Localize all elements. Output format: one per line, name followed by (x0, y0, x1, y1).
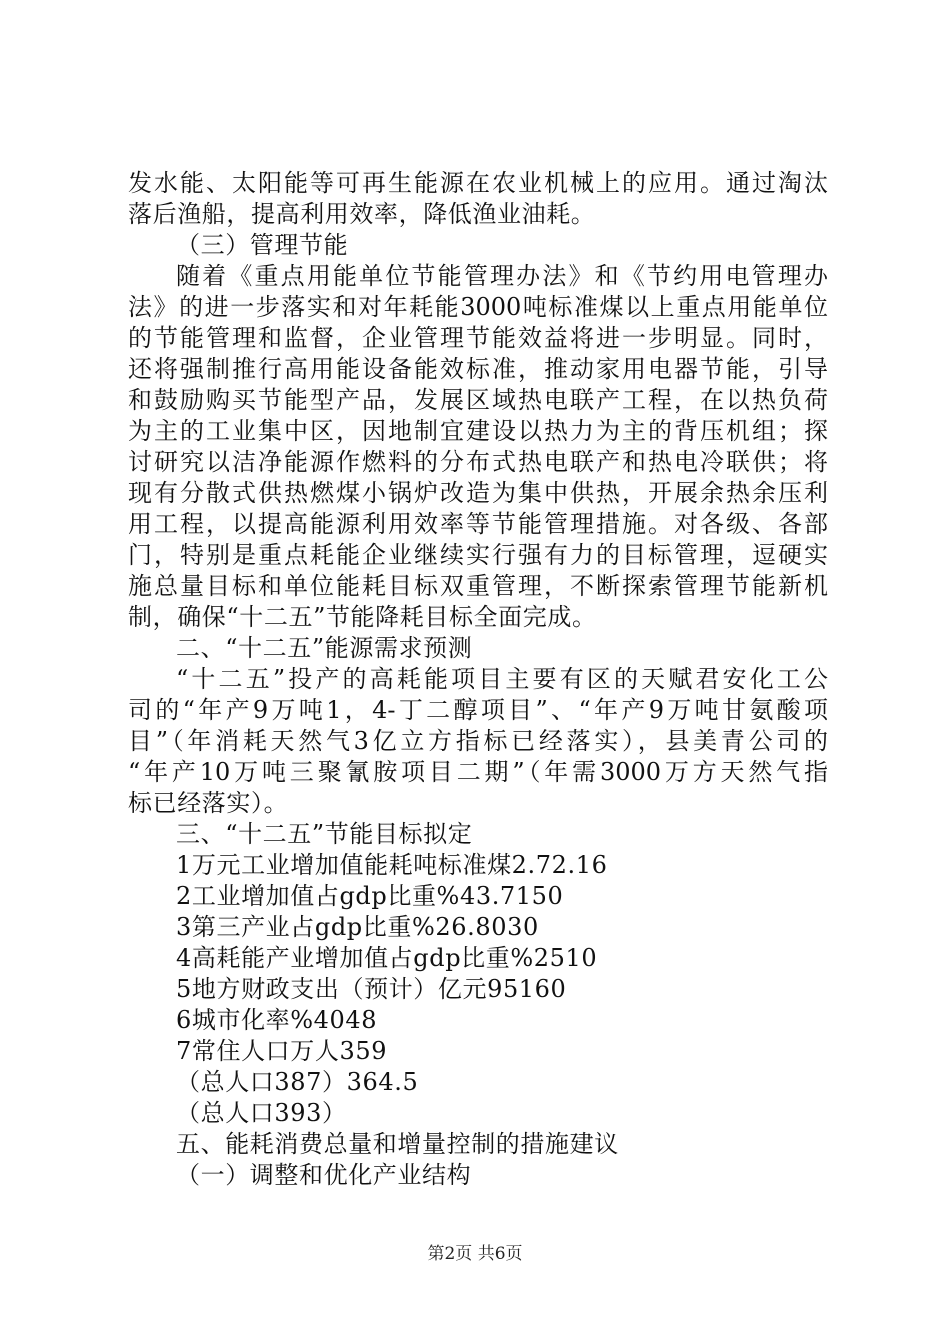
section-heading: 三、“十二五”节能目标拟定 (176, 820, 473, 848)
section-heading: （三）管理节能 (176, 231, 349, 259)
paragraph-line: 门，特别是重点耗能企业继续实行强有力的目标管理，逗硬实 (128, 541, 828, 569)
paragraph-line: 还将强制推行高用能设备能效标准，推动家用电器节能，引导 (128, 355, 828, 383)
paragraph-line: 法》的进一步落实和对年耗能3000吨标准煤以上重点用能单位 (128, 293, 828, 321)
page-number-footer: 第2页 共6页 (427, 1244, 523, 1264)
paragraph-line: 用工程，以提高能源利用效率等节能管理措施。对各级、各部 (128, 510, 828, 538)
paragraph-line: 落后渔船，提高利用效率，降低渔业油耗。 (128, 200, 596, 228)
list-item: 1万元工业增加值能耗吨标准煤2.72.16 (176, 851, 608, 879)
list-item: 4高耗能产业增加值占gdp比重%2510 (176, 944, 598, 972)
paragraph-line: 标已经落实）。 (128, 789, 289, 817)
section-heading: （一）调整和优化产业结构 (176, 1161, 472, 1189)
list-item: （总人口393） (176, 1099, 347, 1127)
list-item: （总人口387）364.5 (176, 1068, 419, 1096)
paragraph-line: 制，确保“十二五”节能降耗目标全面完成。 (128, 603, 597, 631)
paragraph-line: 施总量目标和单位能耗目标双重管理，不断探索管理节能新机 (128, 572, 828, 600)
list-item: 6城市化率%4048 (176, 1006, 378, 1034)
list-item: 3第三产业占gdp比重%26.8030 (176, 913, 539, 941)
paragraph-line: “十二五”投产的高耗能项目主要有区的天赋君安化工公 (176, 665, 828, 693)
section-heading: 二、“十二五”能源需求预测 (176, 634, 473, 662)
paragraph-line: 随着《重点用能单位节能管理办法》和《节约用电管理办 (176, 262, 828, 290)
paragraph-line: 现有分散式供热燃煤小锅炉改造为集中供热，开展余热余压利 (128, 479, 828, 507)
paragraph-line: “年产10万吨三聚氰胺项目二期”（年需3000万方天然气指 (128, 758, 828, 786)
paragraph-line: 司的“年产9万吨1，4-丁二醇项目”、“年产9万吨甘氨酸项 (128, 696, 828, 724)
list-item: 2工业增加值占gdp比重%43.7150 (176, 882, 564, 910)
paragraph-line: 为主的工业集中区，因地制宜建设以热力为主的背压机组；探 (128, 417, 828, 445)
document-body (128, 168, 828, 1191)
paragraph-line: 目”（年消耗天然气3亿立方指标已经落实），县美青公司的 (128, 727, 828, 755)
paragraph-line: 发水能、太阳能等可再生能源在农业机械上的应用。通过淘汰 (128, 169, 828, 197)
section-heading: 五、能耗消费总量和增量控制的措施建议 (176, 1130, 619, 1158)
paragraph-line: 讨研究以洁净能源作燃料的分布式热电联产和热电冷联供；将 (128, 448, 828, 476)
list-item: 5地方财政支出（预计）亿元95160 (176, 975, 567, 1003)
paragraph-line: 和鼓励购买节能型产品，发展区域热电联产工程，在以热负荷 (128, 386, 828, 414)
paragraph-line: 的节能管理和监督，企业管理节能效益将进一步明显。同时， (128, 324, 828, 352)
list-item: 7常住人口万人359 (176, 1037, 388, 1065)
